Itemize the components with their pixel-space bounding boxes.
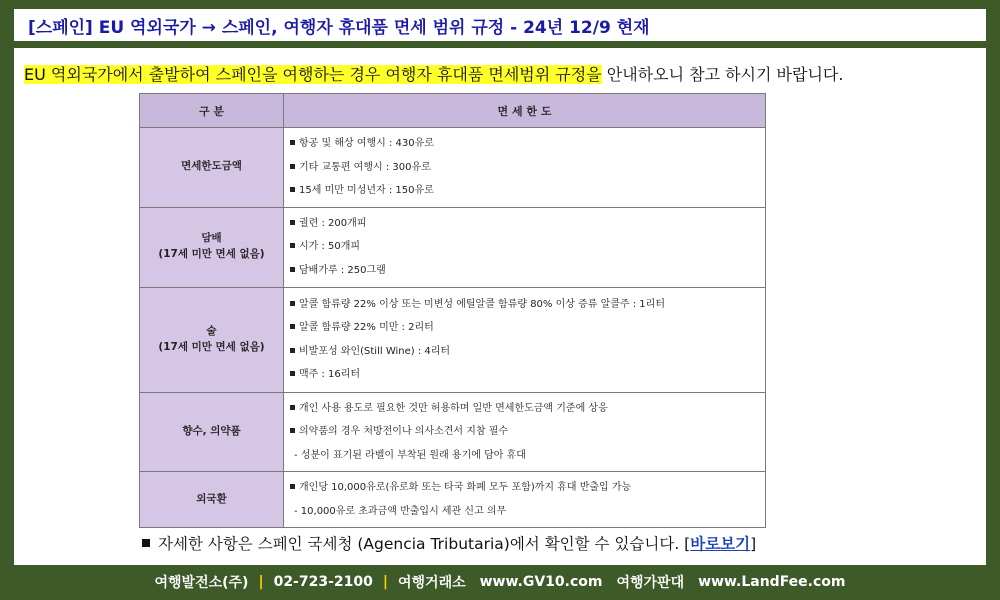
square-bullet-icon: [290, 301, 295, 306]
list-item: 개인당 10,000유로(유로화 또는 타국 화폐 모두 포함)까지 휴대 반출입 가능: [290, 476, 759, 500]
list-item: 개인 사용 용도로 필요한 것만 허용하며 일반 면세한도금액 기준에 상응: [290, 397, 759, 421]
category-sublabel: (17세 미만 면세 없음): [158, 340, 265, 353]
footer-company: 여행발전소(주): [154, 575, 249, 591]
intro-text: [24, 62, 843, 85]
square-bullet-icon: [290, 187, 295, 192]
table-row: [140, 128, 766, 208]
detail-cell: [284, 207, 766, 287]
table-row: [140, 207, 766, 287]
square-bullet-icon: [290, 243, 295, 248]
footer-site1-link[interactable]: www.GV10.com: [479, 574, 603, 590]
duty-free-table: [139, 93, 766, 528]
title-bar: [14, 9, 986, 41]
sub-note: - 성분이 표기된 라벨이 부착된 원래 용기에 담아 휴대: [294, 449, 526, 461]
detail-cell: [284, 472, 766, 528]
square-bullet-icon: [290, 371, 295, 376]
category-cell: [140, 207, 284, 287]
square-bullet-icon: [142, 539, 150, 547]
square-bullet-icon: [290, 140, 295, 145]
table-header-row: [140, 94, 766, 128]
list-item: 의약품의 경우 처방전이나 의사소견서 지참 필수: [290, 420, 759, 444]
list-item: 비발포성 와인(Still Wine) : 4리터: [290, 340, 759, 364]
category-label: 술: [206, 324, 217, 337]
header-category: 구 분: [140, 94, 284, 128]
category-label: 외국환: [196, 492, 227, 505]
list-item: 궐련 : 200개피: [290, 212, 759, 236]
footer-site2-link[interactable]: www.LandFee.com: [698, 574, 846, 590]
footer-phone: 02-723-2100: [273, 574, 373, 590]
list-item: 담배가루 : 250그램: [290, 259, 759, 283]
list-item: 15세 미만 미성년자 : 150유로: [290, 179, 759, 203]
square-bullet-icon: [290, 428, 295, 433]
list-item: 맥주 : 16리터: [290, 363, 759, 387]
category-cell: [140, 392, 284, 472]
table-row: [140, 392, 766, 472]
category-cell: [140, 128, 284, 208]
table-row: [140, 472, 766, 528]
view-link[interactable]: 바로보기: [690, 535, 751, 553]
list-item: 기타 교통편 여행시 : 300유로: [290, 156, 759, 180]
footer-separator: |: [382, 574, 388, 590]
list-item: 시가 : 50개피: [290, 235, 759, 259]
category-cell: [140, 472, 284, 528]
square-bullet-icon: [290, 164, 295, 169]
header-limit: 면 세 한 도: [284, 94, 766, 128]
square-bullet-icon: [290, 324, 295, 329]
footer-site2-name: 여행가판대: [616, 575, 685, 591]
square-bullet-icon: [290, 405, 295, 410]
note-end: ]: [750, 535, 757, 553]
square-bullet-icon: [290, 484, 295, 489]
square-bullet-icon: [290, 348, 295, 353]
footer-separator: |: [258, 574, 264, 590]
table-row: [140, 287, 766, 392]
square-bullet-icon: [290, 220, 295, 225]
sub-note: - 10,000유로 초과금액 반출입시 세관 신고 의무: [294, 505, 507, 517]
list-item: 알콜 함류량 22% 미만 : 2리터: [290, 316, 759, 340]
intro-rest: 안내하오니 참고 하시기 바랍니다.: [601, 65, 844, 84]
footer: [0, 568, 1000, 596]
list-item: 항공 및 해상 여행시 : 430유로: [290, 132, 759, 156]
content-panel: [14, 48, 986, 565]
category-sublabel: (17세 미만 면세 없음): [158, 248, 265, 260]
note-text: 자세한 사항은 스페인 국세청 (Agencia Tributaria)에서 확인할 수 있습니다. [: [158, 535, 691, 553]
detail-cell: [284, 392, 766, 472]
category-label: 향수, 의약품: [182, 424, 241, 437]
info-note: [142, 532, 756, 554]
category-cell: [140, 287, 284, 392]
category-label: 면세한도금액: [181, 160, 242, 173]
category-label: 담배: [201, 232, 222, 245]
detail-cell: [284, 128, 766, 208]
intro-highlight: EU 역외국가에서 출발하여 스페인을 여행하는 경우 여행자 휴대품 면세범위 규정을: [24, 65, 602, 84]
square-bullet-icon: [290, 267, 295, 272]
detail-cell: [284, 287, 766, 392]
list-item: 알콜 함류량 22% 이상 또는 미변성 에틸알콜 함류량 80% 이상 증류 알콜주 : 1리터: [290, 293, 759, 317]
page-title: [스페인] EU 역외국가 → 스페인, 여행자 휴대품 면세 범위 규정 - 24년 12/9 현재: [28, 17, 650, 38]
footer-site1-name: 여행거래소: [398, 575, 466, 591]
